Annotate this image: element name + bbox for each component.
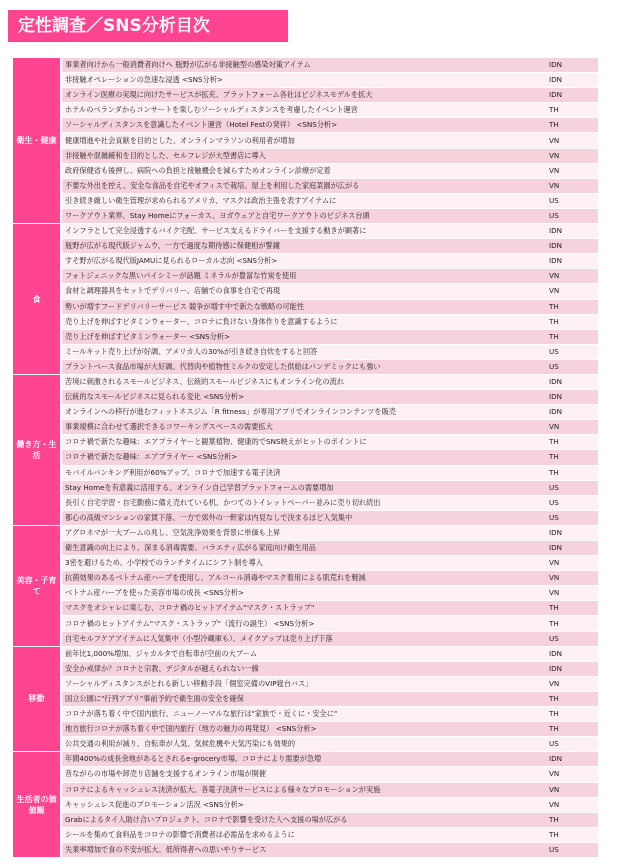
entry-region: VN [545, 571, 598, 586]
entry-region: IDN [545, 541, 598, 556]
toc-row [13, 405, 598, 420]
entry-title: 引き続き厳しい衛生管理が求められるアメリカ、マスクは政治主張を表すアイテムに [61, 193, 545, 208]
entry-region: TH [545, 812, 598, 827]
entry-title: コロナによるキャッシュレス決済が拡大、各電子決済サービスによる様々なプロモーションが実施 [61, 782, 545, 797]
toc-row [13, 782, 598, 797]
toc-row [13, 314, 598, 329]
toc-row [13, 842, 598, 857]
entry-region: US [545, 193, 598, 208]
entry-title: コロナ禍で新たな趣味：エアプライヤーと観葉植物、健康的でSNS映えがヒットのポイントに [61, 435, 545, 450]
entry-title: コロナ禍のヒットアイテム"マスク・ストラップ"（流行の誕生） <SNS分析> [61, 616, 545, 631]
toc-row [13, 148, 598, 163]
toc-row [13, 284, 598, 299]
entry-region: VN [545, 163, 598, 178]
entry-title: コロナ禍で新たな趣味：エアプライヤー <SNS分析> [61, 450, 545, 465]
toc-row [13, 344, 598, 359]
entry-title: 苦境に刺激されるスモールビジネス、伝統的スモールビジネスにもオンライン化の流れ [61, 374, 545, 389]
category-label: 美容・子育て [13, 525, 61, 646]
entry-title: 昔ながらの市場や卸売り店舗を支援するオンライン市場が開催 [61, 767, 545, 782]
entry-region: TH [545, 465, 598, 480]
entry-region: TH [545, 601, 598, 616]
entry-title: 抗菌効果のあるベトナム産ハーブを使用し、アルコール消毒やマスク着用による肌荒れを軽減 [61, 571, 545, 586]
entry-region: TH [545, 299, 598, 314]
entry-region: TH [545, 435, 598, 450]
toc-row [13, 767, 598, 782]
entry-title: 年間400%の成長余地があるとされるe-grocery市場、コロナにより需要が急増 [61, 752, 545, 767]
entry-region: TH [545, 616, 598, 631]
entry-title: コロナが落ち着く中で国内旅行、ニューノーマルな旅行は"家族で・近くに・安全に" [61, 707, 545, 722]
entry-title: プラントベース食品市場が大好調、代替肉や植物性ミルクの安定した供給はパンデミックにも強い [61, 359, 545, 374]
toc-row [13, 722, 598, 737]
entry-title: 公共交通の利用が減り、自転車が人気、気候危機や大気汚染にも効果的 [61, 737, 545, 752]
entry-title: 地方旅行コロナが落ち着く中で国内旅行（地方の魅力の再発見） <SNS分析> [61, 722, 545, 737]
entry-title: 長引く自宅学習・自宅勤務に備え売れている机、かつてのトイレットペーパー並みに売り切れ続出 [61, 495, 545, 510]
entry-region: IDN [545, 239, 598, 254]
entry-region: IDN [545, 646, 598, 661]
entry-title: 3密を避けるため、小学校でのランチタイムにシフト制を導入 [61, 556, 545, 571]
toc-row [13, 616, 598, 631]
toc-row [13, 133, 598, 148]
toc-row [13, 812, 598, 827]
entry-title: 瓶野が広がる現代版ジャムウ、一方で過度な期待感に保健相が警鐘 [61, 239, 545, 254]
entry-title: 国立公園に"行列アプリ"事前予約で衛生面の安全を確保 [61, 691, 545, 706]
page-title: 定性調査／SNS分析目次 [8, 10, 288, 42]
entry-title: 不要な外出を控え、安全な食品を自宅やオフィスで栽培、屋上を利用した家庭菜園が広がる [61, 178, 545, 193]
toc-row [13, 178, 598, 193]
entry-title: 事業者向けから一般消費者向けへ 瓶野が広がる非接触型の感染対策アイテム [61, 58, 545, 73]
entry-region: US [545, 208, 598, 223]
entry-region: VN [545, 586, 598, 601]
entry-title: 食材と調理器具をセットでデリバリー、店舗での食事を自宅で再現 [61, 284, 545, 299]
entry-region: US [545, 495, 598, 510]
toc-row [13, 707, 598, 722]
toc-row [13, 374, 598, 389]
entry-region: TH [545, 103, 598, 118]
toc-row [13, 541, 598, 556]
entry-title: 衛生意識の向上により、深まる消毒需要、バラエティ広がる家庭向け衛生用品 [61, 541, 545, 556]
toc-table [13, 58, 598, 858]
toc-row [13, 329, 598, 344]
toc-body [13, 58, 598, 857]
entry-title: 伝統的なスモールビジネスに見られる変化 <SNS分析> [61, 390, 545, 405]
entry-title: 政府保健省も後押し、病院への負担と接触機会を減らすためオンライン診療が定着 [61, 163, 545, 178]
entry-title: 前年比1,000%増加、ジャカルタで自転車が空前の大ブーム [61, 646, 545, 661]
entry-title: 事業規模に合わせて選択できるコワーキングスペースの需要拡大 [61, 420, 545, 435]
entry-region: VN [545, 556, 598, 571]
entry-title: 売り上げを伸ばすビタミンウォーター、コロナに負けない身体作りを意識するように [61, 314, 545, 329]
entry-title: ソーシャルディスタンスがとれる新しい移動手段「個室完備のVIP寝台バス」 [61, 676, 545, 691]
entry-region: VN [545, 178, 598, 193]
entry-region: TH [545, 329, 598, 344]
entry-region: VN [545, 797, 598, 812]
entry-title: オンラインへの移行が進むフィットネスジム「R fitness」が専用アプリでオンラインコンテンツを販売 [61, 405, 545, 420]
entry-region: IDN [545, 88, 598, 103]
entry-region: IDN [545, 58, 598, 73]
entry-title: 非接触オペレーションの急速な浸透 <SNS分析> [61, 73, 545, 88]
entry-title: ワークアウト業界、Stay Homeにフォーカス、ヨガウェアと自宅ワークアウトのビジネス台頭 [61, 208, 545, 223]
entry-title: 失業率増加で食の不安が拡大、低所得者への思いやりサービス [61, 842, 545, 857]
entry-region: IDN [545, 254, 598, 269]
entry-title: インフラとして完全浸透するバイク宅配、サービス支えるドライバーを支援する動きが顕著に [61, 224, 545, 239]
entry-title: Stay Homeを有意義に活用する、オンライン自己学習プラットフォームの需要増加 [61, 480, 545, 495]
toc-row [13, 88, 598, 103]
entry-title: ソーシャルディスタンスを意識したイベント運営（Hotel Festの発祥） <SNS分析> [61, 118, 545, 133]
toc-row [13, 827, 598, 842]
entry-title: マスクをオシャレに楽しむ、コロナ禍のヒットアイテム"マスク・ストラップ" [61, 601, 545, 616]
toc-row [13, 254, 598, 269]
entry-region: TH [545, 118, 598, 133]
toc-row [13, 163, 598, 178]
toc-row [13, 435, 598, 450]
category-label: 生活者の価値観 [13, 752, 61, 858]
toc-row [13, 359, 598, 374]
entry-region: TH [545, 691, 598, 706]
entry-region: IDN [545, 390, 598, 405]
entry-title: ホテルのベランダからコンサートを楽しむソーシャルディスタンスを考慮したイベント運営 [61, 103, 545, 118]
entry-title: キャッシュレス促進のプロモーション活況 <SNS分析> [61, 797, 545, 812]
toc-row [13, 208, 598, 223]
entry-region: TH [545, 722, 598, 737]
toc-row [13, 239, 598, 254]
toc-row [13, 299, 598, 314]
entry-region: IDN [545, 224, 598, 239]
toc-row [13, 676, 598, 691]
toc-row [13, 58, 598, 73]
category-label: 働き方・生活 [13, 374, 61, 525]
entry-region: US [545, 737, 598, 752]
entry-region: TH [545, 827, 598, 842]
entry-title: 健康増進や社会貢献を目的とした、オンラインマラソンの利用者が増加 [61, 133, 545, 148]
toc-row [13, 465, 598, 480]
entry-region: TH [545, 450, 598, 465]
toc-row [13, 450, 598, 465]
entry-title: すそ野が広がる現代版JAMUに見られるローカル志向 <SNS分析> [61, 254, 545, 269]
entry-region: VN [545, 782, 598, 797]
entry-region: VN [545, 148, 598, 163]
entry-title: 自宅セルフケアアイテムに人気集中（小型冷蔵庫も）、メイクアップは売り上げ下落 [61, 631, 545, 646]
toc-row [13, 737, 598, 752]
entry-region: VN [545, 420, 598, 435]
toc-row [13, 752, 598, 767]
entry-title: アグロネマが一大ブームの兆し、空気洗浄効果を背景に単価も上昇 [61, 525, 545, 540]
entry-title: 都心の高級マンションの家賃下落、一方で郊外の一軒家は内見なしで決まるほど人気集中 [61, 510, 545, 525]
entry-title: 非接触や混雑緩和を目的とした、セルフレジが大型書店に導入 [61, 148, 545, 163]
entry-title: 勢いが増すフードデリバリーサービス 競争が増す中で新たな戦略の可能性 [61, 299, 545, 314]
entry-title: 安全か戒律か？コロナと宗教、デジタルが越えられない一線 [61, 661, 545, 676]
toc-row [13, 73, 598, 88]
entry-title: Grabによるタイ人助け合いプロジェクト、コロナで影響を受けた人へ支援の場が広がる [61, 812, 545, 827]
toc-row [13, 646, 598, 661]
entry-region: US [545, 480, 598, 495]
toc-row [13, 480, 598, 495]
entry-region: VN [545, 133, 598, 148]
entry-region: VN [545, 284, 598, 299]
toc-row [13, 631, 598, 646]
entry-region: TH [545, 707, 598, 722]
toc-row [13, 661, 598, 676]
entry-region: US [545, 631, 598, 646]
entry-title: 売り上げを伸ばすビタミンウォーター <SNS分析> [61, 329, 545, 344]
toc-row [13, 495, 598, 510]
toc-row [13, 420, 598, 435]
entry-region: IDN [545, 525, 598, 540]
entry-region: IDN [545, 73, 598, 88]
toc-row [13, 224, 598, 239]
entry-region: VN [545, 767, 598, 782]
entry-region: US [545, 510, 598, 525]
entry-title: モバイルバンキング利用が60%アップ、コロナで加速する電子決済 [61, 465, 545, 480]
entry-title: ベトナム産ハーブを使った美容市場の成長 <SNS分析> [61, 586, 545, 601]
entry-region: IDN [545, 405, 598, 420]
toc-row [13, 571, 598, 586]
toc-row [13, 118, 598, 133]
entry-region: VN [545, 676, 598, 691]
entry-title: オンライン医療の実現に向けたサービスが拡充、プラットフォーム各社はビジネスモデルを拡大 [61, 88, 545, 103]
entry-title: フォトジェニックな黒いパイシミーが話題 ミネラルが豊富な竹炭を使用 [61, 269, 545, 284]
toc-row [13, 390, 598, 405]
toc-row [13, 797, 598, 812]
toc-row [13, 525, 598, 540]
toc-row [13, 103, 598, 118]
category-label: 食 [13, 224, 61, 375]
toc-row [13, 691, 598, 706]
entry-region: IDN [545, 752, 598, 767]
entry-region: US [545, 359, 598, 374]
toc-row [13, 193, 598, 208]
entry-region: US [545, 842, 598, 857]
toc-row [13, 269, 598, 284]
toc-row [13, 601, 598, 616]
entry-region: VN [545, 269, 598, 284]
entry-region: IDN [545, 661, 598, 676]
entry-region: TH [545, 314, 598, 329]
entry-region: IDN [545, 374, 598, 389]
entry-title: ミールキット売り上げが好調、アメリカ人の30%が引き続き自炊をすると回答 [61, 344, 545, 359]
category-label: 衛生・健康 [13, 58, 61, 224]
toc-row [13, 510, 598, 525]
toc-row [13, 556, 598, 571]
entry-region: US [545, 344, 598, 359]
toc-row [13, 586, 598, 601]
category-label: 移動 [13, 646, 61, 752]
entry-title: シールを集めて食料品をコロナの影響で消費者は必需品を求めるように [61, 827, 545, 842]
